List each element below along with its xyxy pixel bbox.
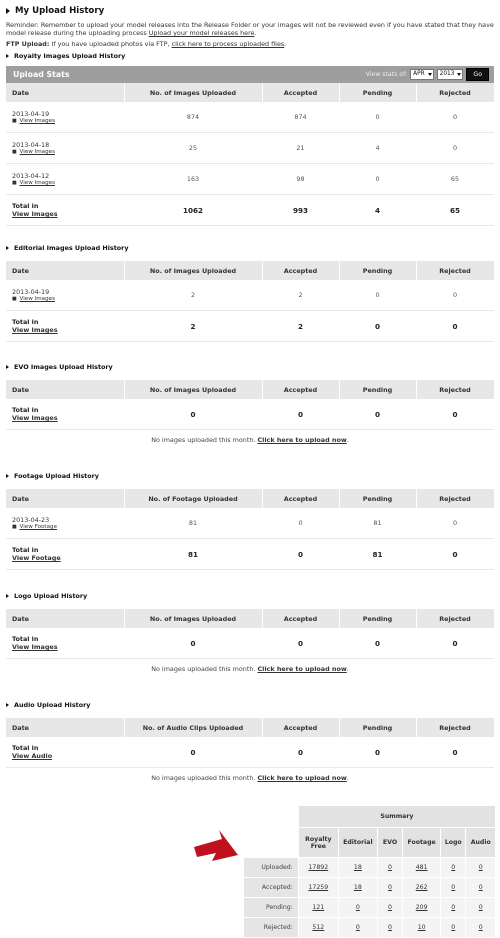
go-button[interactable]: Go: [466, 68, 489, 81]
audio-section-title: [6, 701, 494, 709]
summary-value-link[interactable]: 0: [355, 904, 360, 911]
view-images-link[interactable]: View Images: [19, 296, 56, 302]
logo-history-table: [6, 609, 495, 659]
total-accepted: 993: [262, 195, 339, 226]
summary-value-link[interactable]: 0: [451, 884, 456, 891]
view-images-link[interactable]: View Images: [12, 414, 58, 422]
total-pending: 81: [339, 539, 416, 570]
year-select[interactable]: [437, 69, 464, 80]
row-date: 2013-04-12: [12, 172, 50, 180]
total-row: [6, 539, 494, 570]
rejected-cell: 0: [416, 508, 494, 539]
rejected-cell: 0: [416, 102, 494, 133]
col-header: Date: [6, 261, 124, 280]
audio-empty-note: [6, 774, 494, 782]
summary-col-header: EVO: [377, 828, 402, 858]
summary-value-link[interactable]: 0: [451, 864, 456, 871]
chevron-right-icon: [6, 246, 9, 250]
view-images-link[interactable]: View Images: [12, 210, 58, 218]
summary-value-link[interactable]: 209: [415, 904, 428, 911]
summary-row-pending: [244, 898, 496, 918]
accepted-cell: 98: [262, 164, 339, 195]
total-accepted: 0: [262, 399, 339, 430]
total-label: Total in: [12, 546, 39, 554]
uploaded-cell: 874: [124, 102, 262, 133]
total-row: [6, 195, 494, 226]
pending-cell: 0: [339, 102, 416, 133]
summary-col-header: Footage: [403, 828, 441, 858]
col-header: Accepted: [262, 609, 339, 628]
summary-row-label: Rejected:: [244, 918, 299, 938]
upload-model-releases-link[interactable]: Upload your model releases here: [148, 29, 255, 37]
chevron-right-icon: [6, 8, 10, 14]
uploaded-cell: 81: [124, 508, 262, 539]
summary-value-link[interactable]: 0: [478, 884, 483, 891]
footage-history-table: [6, 489, 495, 570]
col-header: Rejected: [416, 489, 494, 508]
editorial-title-text: Editorial Images Upload History: [14, 244, 129, 252]
col-header: Accepted: [262, 83, 339, 102]
view-images-link[interactable]: View Images: [19, 180, 56, 186]
col-header: No. of Footage Uploaded: [124, 489, 262, 508]
royalty-title-text: Royalty Images Upload History: [14, 52, 126, 60]
logo-empty-note: [6, 665, 494, 673]
uploaded-cell: 163: [124, 164, 262, 195]
view-stats-label: View stats of:: [365, 71, 408, 78]
col-header: Accepted: [262, 261, 339, 280]
col-header: No. of Images Uploaded: [124, 261, 262, 280]
date-cell: [6, 164, 124, 195]
reminder-notice: [6, 21, 494, 37]
total-pending: 4: [339, 195, 416, 226]
total-uploaded: 2: [124, 311, 262, 342]
ftp-label: FTP Upload:: [6, 40, 50, 48]
total-accepted: 0: [262, 539, 339, 570]
total-row: [6, 628, 494, 659]
summary-table: [243, 805, 496, 938]
summary-value-link[interactable]: 0: [451, 904, 456, 911]
table-header-row: [6, 261, 494, 280]
bullet-icon: ■: [12, 180, 17, 186]
evo-section-title: [6, 363, 494, 371]
bullet-icon: ■: [12, 118, 17, 124]
col-header: Pending: [339, 380, 416, 399]
footage-title-text: Footage Upload History: [14, 472, 99, 480]
evo-empty-note: [6, 436, 494, 444]
view-images-link[interactable]: View Images: [12, 326, 58, 334]
total-label-cell: [6, 311, 124, 342]
footage-section-title: [6, 472, 494, 480]
note-end: .: [346, 774, 349, 782]
table-header-row: [6, 609, 494, 628]
accepted-cell: 21: [262, 133, 339, 164]
row-date: 2013-04-19: [12, 110, 50, 118]
summary-value-link[interactable]: 0: [388, 884, 392, 891]
total-uploaded: 1062: [124, 195, 262, 226]
logo-section-title: [6, 592, 494, 600]
table-header-row: [6, 718, 494, 737]
summary-value-link[interactable]: 17259: [308, 884, 329, 891]
chevron-down-icon: [457, 73, 461, 76]
process-ftp-files-link[interactable]: click here to process uploaded files: [171, 40, 285, 48]
col-header: Date: [6, 489, 124, 508]
ftp-notice: [6, 40, 494, 48]
pending-cell: 4: [339, 133, 416, 164]
table-header-row: [6, 489, 494, 508]
col-header: Date: [6, 609, 124, 628]
view-images-link[interactable]: View Images: [19, 149, 56, 155]
summary-col-header: Royalty Free: [298, 828, 338, 858]
upload-now-link[interactable]: Click here to upload now: [257, 436, 347, 444]
col-header: Pending: [339, 718, 416, 737]
total-label: Total in: [12, 202, 39, 210]
total-rejected: 65: [416, 195, 494, 226]
total-label-cell: [6, 737, 124, 768]
col-header: Date: [6, 380, 124, 399]
table-row: [6, 280, 494, 311]
total-uploaded: 0: [124, 628, 262, 659]
chevron-right-icon: [6, 54, 9, 58]
total-label: Total in: [12, 635, 39, 643]
year-select-value: 2013: [439, 71, 455, 77]
col-header: No. of Images Uploaded: [124, 83, 262, 102]
summary-value-link[interactable]: 18: [353, 864, 362, 871]
row-date: 2013-04-23: [12, 516, 50, 524]
summary-value-link[interactable]: 0: [355, 924, 360, 931]
summary-col-header: Editorial: [338, 828, 377, 858]
upload-now-link[interactable]: Click here to upload now: [257, 665, 347, 673]
note-text: No images uploaded this month.: [151, 436, 258, 444]
summary-value-link[interactable]: 0: [478, 864, 483, 871]
summary-value-link[interactable]: 10: [417, 924, 426, 931]
royalty-history-table: [6, 83, 495, 226]
reminder-text: Reminder: Remember to upload your model releases into the Release Folder or your images will not be reviewed even if you have stated that they have model release during the uploading process: [6, 21, 494, 37]
reminder-end: .: [254, 29, 257, 37]
uploaded-cell: 25: [124, 133, 262, 164]
col-header: Date: [6, 718, 124, 737]
summary-col-header: Logo: [441, 828, 466, 858]
total-pending: 0: [339, 311, 416, 342]
total-pending: 0: [339, 737, 416, 768]
col-header: No. of Images Uploaded: [124, 380, 262, 399]
view-footage-link[interactable]: View Footage: [12, 554, 61, 562]
row-date: 2013-04-18: [12, 141, 50, 149]
month-select[interactable]: [410, 69, 434, 80]
editorial-history-table: [6, 261, 495, 342]
note-text: No images uploaded this month.: [151, 665, 258, 673]
total-uploaded: 81: [124, 539, 262, 570]
col-header: Pending: [339, 261, 416, 280]
editorial-section-title: [6, 244, 494, 252]
total-rejected: 0: [416, 539, 494, 570]
total-label: Total in: [12, 406, 39, 414]
summary-value-link[interactable]: 262: [415, 884, 428, 891]
chevron-right-icon: [6, 703, 9, 707]
chevron-right-icon: [6, 594, 9, 598]
summary-value-link[interactable]: 0: [478, 904, 483, 911]
col-header: Pending: [339, 609, 416, 628]
note-end: .: [346, 436, 349, 444]
view-images-link[interactable]: View Images: [19, 118, 56, 124]
pending-cell: 0: [339, 280, 416, 311]
table-row: [6, 133, 494, 164]
chevron-down-icon: [428, 73, 432, 76]
view-audio-link[interactable]: View Audio: [12, 752, 53, 760]
upload-stats-title: Upload Stats: [13, 70, 70, 79]
summary-row-rejected: [244, 918, 496, 938]
col-header: Rejected: [416, 83, 494, 102]
total-rejected: 0: [416, 399, 494, 430]
royalty-section-title: [6, 52, 494, 60]
logo-title-text: Logo Upload History: [14, 592, 88, 600]
summary-title-row: [244, 806, 496, 828]
chevron-right-icon: [6, 474, 9, 478]
date-cell: [6, 133, 124, 164]
summary-value-link[interactable]: 121: [312, 904, 325, 911]
summary-value-link[interactable]: 17892: [308, 864, 329, 871]
date-cell: [6, 102, 124, 133]
total-pending: 0: [339, 628, 416, 659]
red-arrow-icon: [192, 827, 240, 863]
month-select-value: APR: [413, 71, 425, 77]
summary-row-label: Uploaded:: [244, 858, 299, 878]
summary-corner: [244, 806, 299, 828]
stats-period-controls: [366, 68, 489, 81]
total-label: Total in: [12, 318, 39, 326]
ftp-text: If you have uploaded photos via FTP,: [49, 40, 172, 48]
note-end: .: [346, 665, 349, 673]
summary-corner: [244, 828, 299, 858]
summary-row-accepted: [244, 878, 496, 898]
total-label-cell: [6, 195, 124, 226]
total-accepted: 0: [262, 737, 339, 768]
total-pending: 0: [339, 399, 416, 430]
total-label-cell: [6, 539, 124, 570]
bullet-icon: ■: [12, 524, 17, 530]
summary-value-link[interactable]: 481: [415, 864, 428, 871]
col-header: Rejected: [416, 380, 494, 399]
summary-row-label: Accepted:: [244, 878, 299, 898]
total-label-cell: [6, 628, 124, 659]
date-cell: [6, 508, 124, 539]
total-row: [6, 399, 494, 430]
accepted-cell: 874: [262, 102, 339, 133]
upload-now-link[interactable]: Click here to upload now: [257, 774, 347, 782]
date-cell: [6, 280, 124, 311]
col-header: Accepted: [262, 380, 339, 399]
table-row: [6, 508, 494, 539]
bullet-icon: ■: [12, 149, 17, 155]
total-accepted: 0: [262, 628, 339, 659]
summary-value-link[interactable]: 0: [388, 924, 392, 931]
rejected-cell: 0: [416, 133, 494, 164]
summary-value-link[interactable]: 18: [353, 884, 362, 891]
total-label-cell: [6, 399, 124, 430]
total-accepted: 2: [262, 311, 339, 342]
rejected-cell: 65: [416, 164, 494, 195]
pending-cell: 81: [339, 508, 416, 539]
summary-value-link[interactable]: 0: [451, 924, 456, 931]
bullet-icon: ■: [12, 296, 17, 302]
total-uploaded: 0: [124, 399, 262, 430]
accepted-cell: 2: [262, 280, 339, 311]
summary-value-link[interactable]: 0: [388, 904, 392, 911]
ftp-end: .: [284, 40, 287, 48]
summary-header-row: [244, 828, 496, 858]
summary-row-uploaded: [244, 858, 496, 878]
total-rejected: 0: [416, 311, 494, 342]
col-header: Pending: [339, 83, 416, 102]
audio-history-table: [6, 718, 495, 768]
evo-title-text: EVO Images Upload History: [14, 363, 113, 371]
uploaded-cell: 2: [124, 280, 262, 311]
audio-title-text: Audio Upload History: [14, 701, 91, 709]
summary-col-header: Audio: [466, 828, 496, 858]
summary-value-link[interactable]: 512: [312, 924, 325, 931]
col-header: Rejected: [416, 718, 494, 737]
col-header: Pending: [339, 489, 416, 508]
col-header: Rejected: [416, 609, 494, 628]
view-images-link[interactable]: View Images: [12, 643, 58, 651]
col-header: No. of Audio Clips Uploaded: [124, 718, 262, 737]
table-header-row: [6, 83, 494, 102]
summary-value-link[interactable]: 0: [388, 864, 392, 871]
col-header: Accepted: [262, 489, 339, 508]
table-row: [6, 164, 494, 195]
view-footage-link[interactable]: View Footage: [19, 524, 58, 530]
pending-cell: 0: [339, 164, 416, 195]
note-text: No images uploaded this month.: [151, 774, 258, 782]
total-rejected: 0: [416, 737, 494, 768]
summary-title: Summary: [298, 806, 495, 828]
table-row: [6, 102, 494, 133]
page-title: [6, 6, 494, 16]
table-header-row: [6, 380, 494, 399]
col-header: Rejected: [416, 261, 494, 280]
col-header: Date: [6, 83, 124, 102]
total-row: [6, 311, 494, 342]
upload-stats-bar: [6, 66, 494, 83]
total-rejected: 0: [416, 628, 494, 659]
accepted-cell: 0: [262, 508, 339, 539]
evo-history-table: [6, 380, 495, 430]
page-title-text: My Upload History: [15, 6, 105, 16]
chevron-right-icon: [6, 365, 9, 369]
summary-value-link[interactable]: 0: [478, 924, 483, 931]
total-row: [6, 737, 494, 768]
col-header: Accepted: [262, 718, 339, 737]
total-label: Total in: [12, 744, 39, 752]
col-header: No. of Images Uploaded: [124, 609, 262, 628]
total-uploaded: 0: [124, 737, 262, 768]
row-date: 2013-04-19: [12, 288, 50, 296]
summary-row-label: Pending:: [244, 898, 299, 918]
rejected-cell: 0: [416, 280, 494, 311]
